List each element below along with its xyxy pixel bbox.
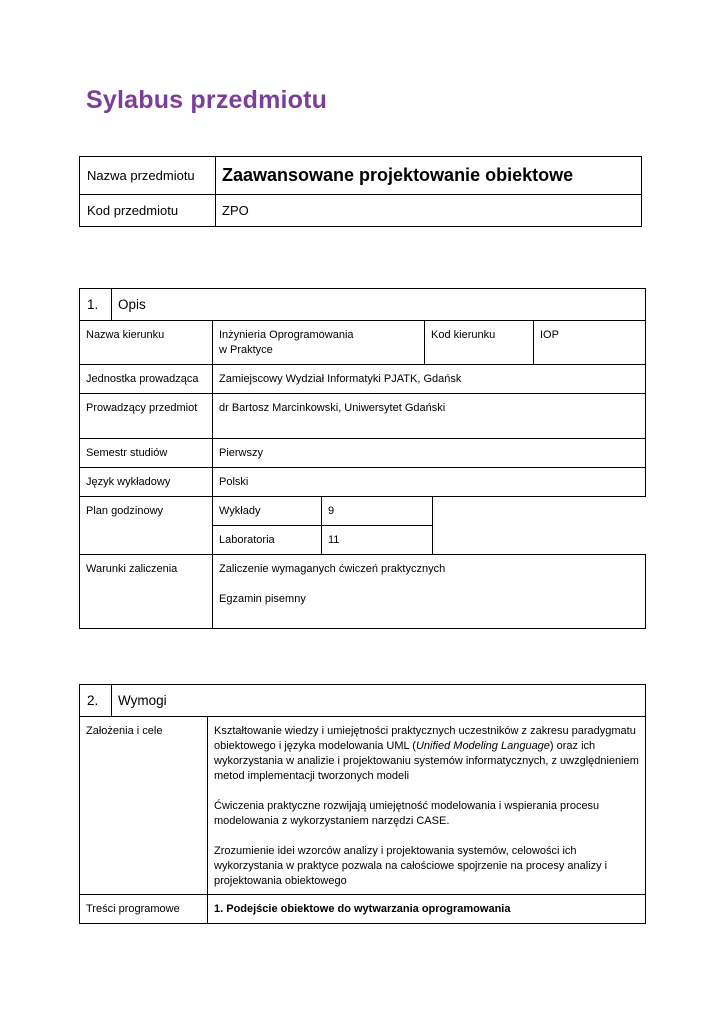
tresci-label: Treści programowe [86, 903, 180, 915]
plan-row-label-cell [213, 497, 322, 526]
tresci-value: 1. Podejście obiektowe do wytwarzania oprogramowania [214, 903, 511, 915]
jednostka-label-cell [80, 365, 213, 394]
zalozenia-paragraph-1 [214, 724, 639, 784]
tresci-label-cell [80, 895, 208, 924]
subject-code-value-cell [216, 195, 642, 227]
section2-title-cell [112, 685, 646, 717]
section2-number-cell [80, 685, 112, 717]
plan-row-value-cell [322, 526, 433, 555]
jezyk-value: Polski [219, 476, 249, 488]
subject-name-label: Nazwa przedmiotu [87, 168, 195, 183]
kod-kierunku-label-cell [425, 321, 534, 365]
section2-table [79, 716, 646, 924]
subject-code-label: Kod przedmiotu [87, 203, 179, 218]
kierunek-label-cell [80, 321, 213, 365]
kod-kierunku-value-cell [534, 321, 646, 365]
zalozenia-paragraph-3: Zrozumienie idei wzorców analizy i projektowania systemów, celowości ich wykorzystania w praktyce pozwala na całościowe spojrzenie na procesy analizy i projektowania obiektowego [214, 845, 608, 887]
plan-row-label: Wykłady [219, 505, 261, 517]
jednostka-value: Zamiejscowy Wydział Informatyki PJATK, Gdańsk [219, 373, 462, 385]
warunki-line2: Egzamin pisemny [219, 593, 306, 605]
prowadzacy-value: dr Bartosz Marcinkowski, Uniwersytet Gdański [219, 402, 446, 414]
semestr-value: Pierwszy [219, 447, 264, 459]
plan-row-label: Laboratoria [219, 534, 275, 546]
zalozenia-value-cell [208, 717, 646, 895]
para1-text: Kształtowanie wiedzy i umiejętności praktycznych uczestników z zakresu paradygmatu obiektowego i języka modelowania UML ( [214, 725, 636, 752]
section1-kierunek-table [79, 320, 646, 365]
prowadzacy-label: Prowadzący przedmiot [86, 402, 198, 414]
para1-text-end: ) oraz ich wykorzystania w analizie i projektowaniu systemów informatycznych, z uwzględnieniem metod implementacji tworzonych modeli [214, 740, 639, 782]
zalozenia-label-cell [80, 717, 208, 895]
semestr-value-cell [213, 439, 646, 468]
zalozenia-value [208, 717, 645, 889]
para1-italic: Unified Modeling Language [415, 740, 550, 752]
warunki-label-cell [80, 555, 213, 629]
zalozenia-label: Założenia i cele [86, 725, 163, 737]
jednostka-label: Jednostka prowadząca [86, 373, 199, 385]
kierunek-label: Nazwa kierunku [86, 329, 165, 341]
plan-row-value: 9 [328, 505, 335, 517]
jezyk-label: Język wykładowy [86, 476, 171, 488]
warunki-label: Warunki zaliczenia [86, 563, 178, 575]
plan-row-label-cell [213, 526, 322, 555]
section1-number: 1. [87, 297, 99, 312]
section1-warunki-table [79, 554, 646, 629]
semestr-label: Semestr studiów [86, 447, 168, 459]
subject-name-value-cell [216, 157, 642, 195]
plan-empty-cell [433, 497, 646, 555]
warunki-line1: Zaliczenie wymaganych ćwiczeń praktycznych [219, 563, 446, 575]
kod-kierunku-value: IOP [540, 329, 559, 341]
kierunek-value [213, 321, 424, 358]
warunki-value [213, 555, 645, 607]
section1-header-table [79, 288, 646, 321]
subject-name-label-cell [80, 157, 216, 195]
prowadzacy-label-cell [80, 394, 213, 439]
jezyk-label-cell [80, 468, 213, 497]
section2-header-table [79, 684, 646, 717]
plan-label-cell [80, 497, 213, 555]
subject-code-value: ZPO [222, 203, 249, 218]
section1-title: Opis [118, 297, 146, 312]
kierunek-value-line2: w Praktyce [219, 344, 273, 356]
subject-name-value: Zaawansowane projektowanie obiektowe [222, 165, 574, 185]
semestr-label-cell [80, 439, 213, 468]
plan-row-value: 11 [328, 534, 340, 546]
prowadzacy-value-cell [213, 394, 646, 439]
section2-title: Wymogi [118, 693, 167, 708]
section1-number-cell [80, 289, 112, 321]
section2-number: 2. [87, 693, 99, 708]
section1-title-cell [112, 289, 646, 321]
warunki-value-cell [213, 555, 646, 629]
jednostka-value-cell [213, 365, 646, 394]
plan-row-value-cell [322, 497, 433, 526]
kod-kierunku-label: Kod kierunku [431, 329, 496, 341]
zalozenia-paragraph-2: Ćwiczenia praktyczne rozwijają umiejętność modelowania i wspierania procesu modelowania z wykorzystaniem narzędzi CASE. [214, 800, 600, 827]
subject-code-label-cell [80, 195, 216, 227]
page-title: Sylabus przedmiotu [86, 86, 328, 114]
jezyk-value-cell [213, 468, 646, 497]
kierunek-value-line1: Inżynieria Oprogramowania [219, 329, 354, 341]
section1-plan-table [79, 496, 646, 555]
subject-table [79, 156, 642, 227]
section1-details-table [79, 364, 646, 497]
plan-label: Plan godzinowy [86, 505, 164, 517]
tresci-value-cell [208, 895, 646, 924]
kierunek-value-cell [213, 321, 425, 365]
